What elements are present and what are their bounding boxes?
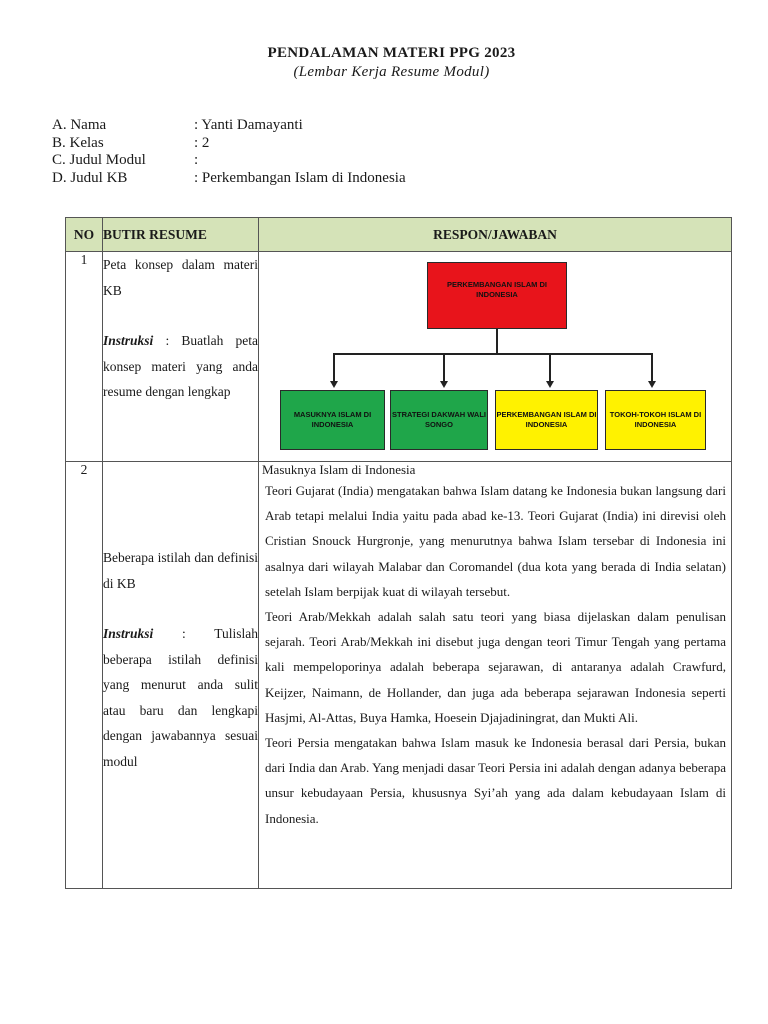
resume-table — [65, 217, 732, 889]
answer-heading: Masuknya Islam di Indonesia — [262, 462, 416, 477]
answer-paragraph: Teori Gujarat (India) mengatakan bahwa Islam datang ke Indonesia bukan langsung dari Arab tetapi melalui India yaitu pada abad ke-13. Teori Gujarat (India) ini direvisi oleh Cristian Snouck Hurgronje, yang menurutnya bahwa Islam tersebar di Indonesia ini asalnya dari wilayah Malabar dan Coromandel (dua kota yang berada di India selatan) setelah Islam berpijak kuat di wilayah tersebut. — [265, 483, 726, 599]
table-header-row — [66, 218, 732, 252]
row-number: 1 — [66, 252, 103, 462]
concept-child-masuknya-islam: MASUKNYA ISLAM DI INDONESIA — [280, 390, 385, 450]
identity-label: A. Nama — [52, 117, 107, 133]
answer-paragraph: Teori Arab/Mekkah adalah salah satu teori yang biasa dijelaskan dalam penulisan sejarah. Teori Arab/Mekkah ini disebut juga dengan teori Timur Tengah yang pertama kali mempeloporinya adalah beberapa sejarawan, di antaranya adalah Crawfurd, Keijzer, Naimann, de Hollander, dan juga ada beberapa sejarawan Indonesia seperti Hasjmi, Al-Attas, Buya Hamka, Hoesein Djajadiningrat, dan Mukti Ali. — [265, 609, 726, 725]
arrow-head-icon — [546, 381, 554, 388]
concept-child-strategi-dakwah: STRATEGI DAKWAH WALI SONGO — [390, 390, 488, 450]
connector-line — [496, 329, 498, 353]
concept-child-tokoh-tokoh: TOKOH-TOKOH ISLAM DI INDONESIA — [605, 390, 706, 450]
document-subtitle: (Lembar Kerja Resume Modul) — [293, 64, 490, 80]
identity-value: : 2 — [194, 134, 210, 151]
identity-row-judul-modul — [52, 152, 406, 170]
concept-root-box: PERKEMBANGAN ISLAM DI INDONESIA — [427, 262, 567, 329]
butir-cell — [103, 252, 259, 462]
arrow-head-icon — [330, 381, 338, 388]
identity-label: D. Judul KB — [52, 169, 128, 186]
header-respon-jawaban: RESPON/JAWABAN — [259, 218, 732, 252]
table-row — [66, 462, 732, 889]
row-number: 2 — [66, 462, 103, 889]
identity-row-nama — [52, 117, 406, 135]
identity-value: : — [194, 152, 199, 168]
identity-row-judul-kb — [52, 170, 406, 188]
butir-text: Peta konsep dalam materi KB — [103, 257, 258, 298]
connector-line — [549, 353, 551, 382]
identity-value: : Yanti Damayanti — [194, 117, 303, 133]
concept-map — [280, 262, 712, 452]
concept-map-cell — [259, 252, 732, 462]
butir-text: Beberapa istilah dan definisi di KB — [103, 550, 258, 591]
identity-label: C. Judul Modul — [52, 152, 146, 168]
connector-line — [651, 353, 653, 382]
answer-paragraph: Teori Persia mengatakan bahwa Islam masuk ke Indonesia berasal dari Persia, bukan dari India dan Arab. Yang menjadi dasar Teori Persia ini adalah dengan adanya beberapa unsur kebudayaan Persia, khususnya Syi’ah yang ada dalam kebudayaan Islam di Indonesia. — [265, 735, 726, 826]
instruksi-label: Instruksi — [103, 626, 154, 641]
arrow-head-icon — [440, 381, 448, 388]
instruksi-label: Instruksi — [103, 333, 154, 348]
identity-label: B. Kelas — [52, 134, 104, 151]
answer-cell — [259, 462, 732, 889]
connector-line — [333, 353, 652, 355]
identity-value: : Perkembangan Islam di Indonesia — [194, 169, 406, 186]
butir-cell — [103, 462, 259, 889]
arrow-head-icon — [648, 381, 656, 388]
identity-block — [52, 117, 406, 187]
header-no: NO — [66, 218, 103, 252]
header-butir-resume: BUTIR RESUME — [103, 218, 259, 252]
instruksi-text: Instruksi : Tulislah beberapa istilah definisi yang menurut anda sulit atau baru dan lengkapi dengan jawabannya sesuai modul — [103, 626, 258, 769]
concept-child-perkembangan-islam: PERKEMBANGAN ISLAM DI INDONESIA — [495, 390, 598, 450]
identity-row-kelas — [52, 135, 406, 153]
document-title: PENDALAMAN MATERI PPG 2023 — [267, 45, 516, 61]
connector-line — [333, 353, 335, 382]
table-row — [66, 252, 732, 462]
connector-line — [443, 353, 445, 382]
instruksi-text: Instruksi : Buatlah peta konsep materi yang anda resume dengan lengkap — [103, 333, 258, 399]
